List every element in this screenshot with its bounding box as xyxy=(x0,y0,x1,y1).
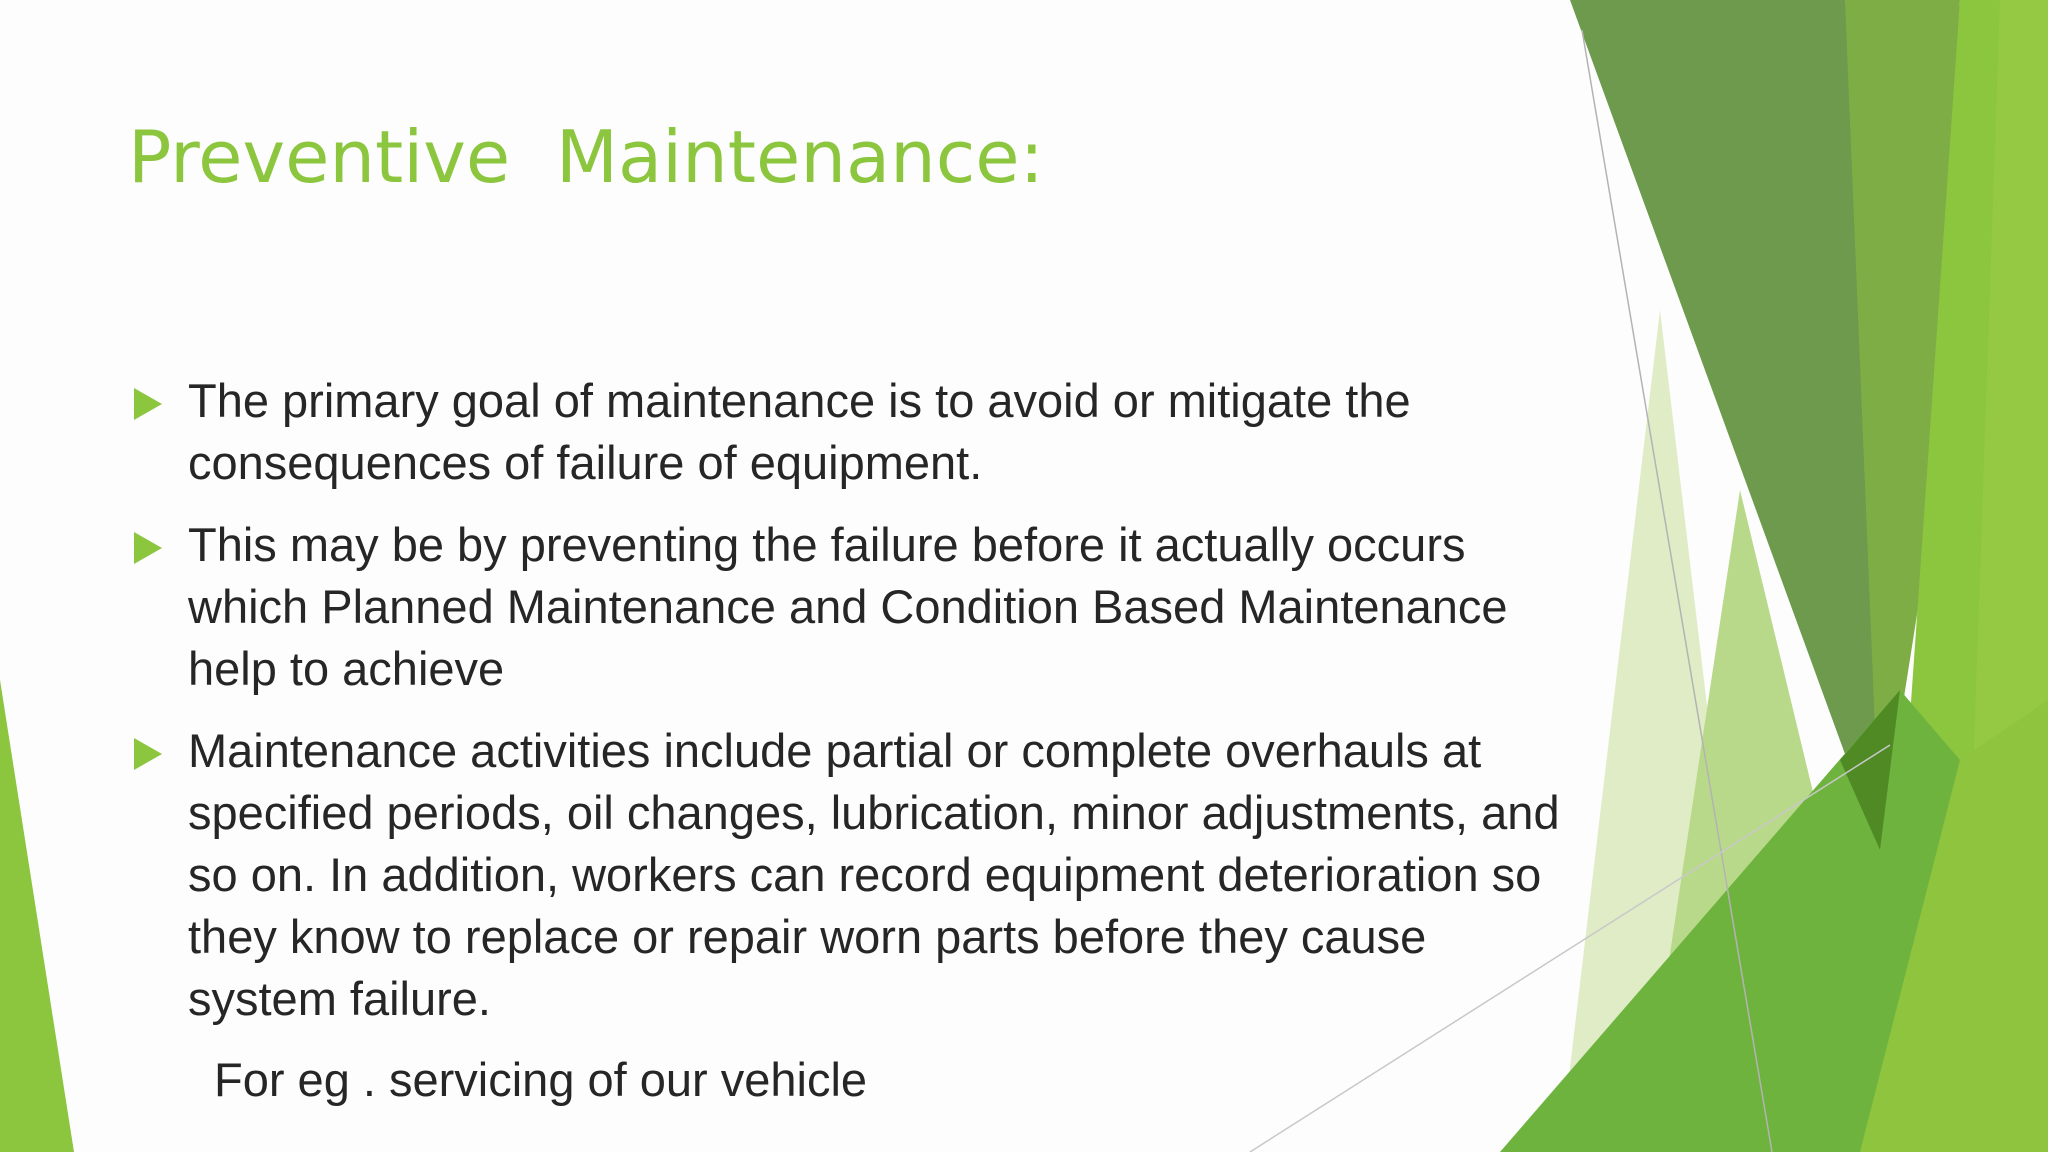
bullet-text: The primary goal of maintenance is to avoid or mitigate the consequences of failure of equipment. xyxy=(188,374,1411,489)
example-note: For eg . servicing of our vehicle xyxy=(214,1053,868,1106)
bullet-text: Maintenance activities include partial or complete overhauls at specified periods, oil changes, lubrication, minor adjustments, and so on. In addition, workers can record equipment deterioration so they know to replace or repair worn parts before they cause system failure. xyxy=(188,724,1560,1025)
left-accent-shape xyxy=(0,680,74,1152)
triangle-right-icon xyxy=(134,532,162,564)
bullet-item xyxy=(128,514,1568,700)
triangle-right-icon xyxy=(134,388,162,420)
bullet-item xyxy=(128,720,1568,1030)
triangle-right-icon xyxy=(134,738,162,770)
slide-title: Preventive Maintenance: xyxy=(128,115,1044,199)
bullet-item xyxy=(128,370,1568,494)
bullet-list xyxy=(128,370,1568,1050)
bullet-text: This may be by preventing the failure before it actually occurs which Planned Maintenance and Condition Based Maintenance help to achieve xyxy=(188,518,1508,695)
